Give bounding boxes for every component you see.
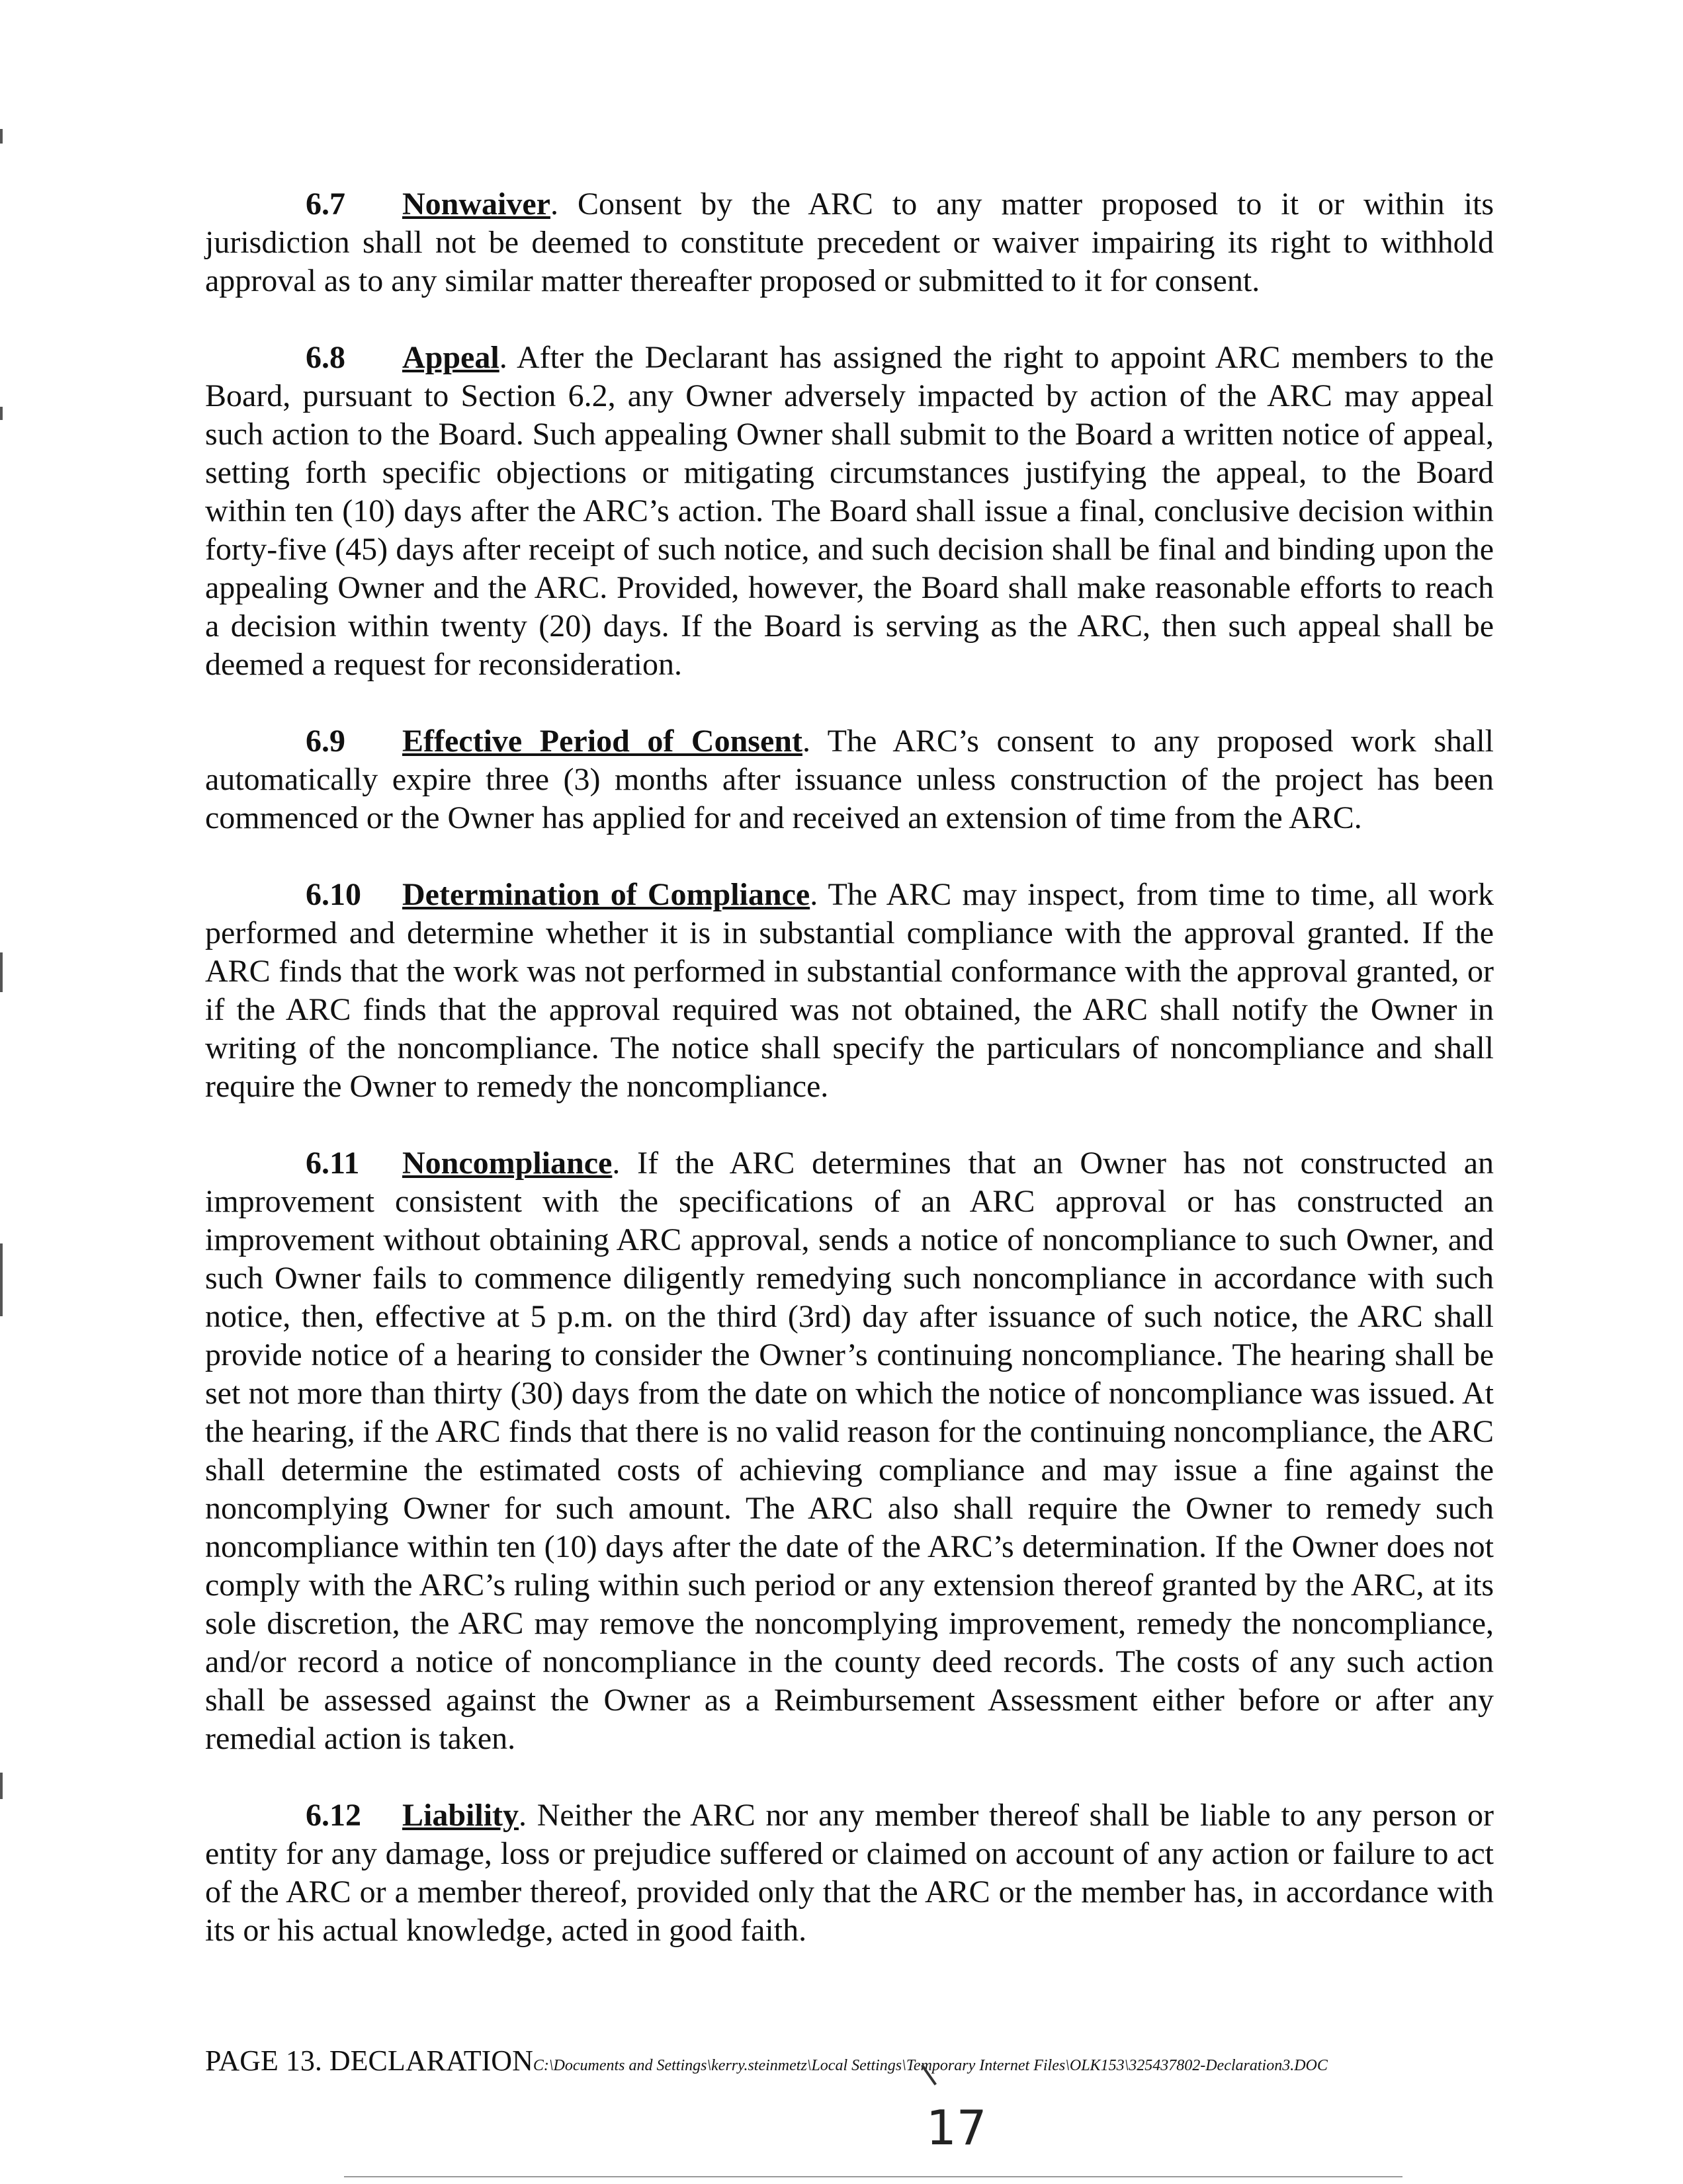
section-text: . The ARC’s consent to any proposed work shall automatically expire three (3) months after issuance unless construction of the project has been commenced or the Owner has applied for and received an extension of time from the ARC. bbox=[205, 724, 1494, 835]
scan-edge-mark bbox=[0, 129, 3, 144]
scan-edge-mark bbox=[0, 407, 3, 420]
section-title: Effective Period of Consent bbox=[402, 724, 802, 759]
page-footer bbox=[205, 2044, 1594, 2078]
section-title: Determination of Compliance bbox=[402, 877, 810, 912]
footer-file-path: C:\Documents and Settings\kerry.steinmetz\Local Settings\Temporary Internet Files\OLK153\325437802-Declaration3.DOC bbox=[533, 2057, 1328, 2074]
section-6-10 bbox=[205, 876, 1494, 1106]
section-text: . The ARC may inspect, from time to time, all work performed and determine whether it is in substantial compliance with the approval granted. If the ARC finds that the work was not performed in substantial conformance with the approval granted, or if the ARC finds that the approval required was not obtained, the ARC shall notify the Owner in writing of the noncompliance. The notice shall specify the particulars of noncompliance and shall require the Owner to remedy the noncompliance. bbox=[205, 877, 1494, 1104]
section-text: . After the Declarant has assigned the right to appoint ARC members to the Board, pursuant to Section 6.2, any Owner adversely impacted by action of the ARC may appeal such action to the Board. Such appealing Owner shall submit to the Board a written notice of appeal, setting forth specific objections or mitigating circumstances justifying the appeal, to the Board within ten (10) days after the ARC’s action. The Board shall issue a final, conclusive decision within forty-five (45) days after receipt of such notice, and such decision shall be final and binding upon the appealing Owner and the ARC. Provided, however, the Board shall make reasonable efforts to reach a decision within twenty (20) days. If the Board is serving as the ARC, then such appeal shall be deemed a request for reconsideration. bbox=[205, 340, 1494, 682]
section-6-11 bbox=[205, 1144, 1494, 1758]
section-6-7 bbox=[205, 185, 1494, 300]
document-body bbox=[205, 185, 1494, 1988]
section-title: Nonwaiver bbox=[402, 187, 550, 222]
section-title: Appeal bbox=[402, 340, 499, 375]
section-title: Noncompliance bbox=[402, 1146, 613, 1181]
bottom-edge-line bbox=[344, 2176, 1402, 2177]
section-6-8 bbox=[205, 339, 1494, 684]
section-text: . If the ARC determines that an Owner has not constructed an improvement consistent with the specifications of an ARC approval or has constructed an improvement without obtaining ARC approval, sends a notice of noncompliance to such Owner, and such Owner fails to commence diligently remedying such noncompliance in accordance with such notice, then, effective at 5 p.m. on the third (3rd) day after issuance of such notice, the ARC shall provide notice of a hearing to consider the Owner’s continuing noncompliance. The hearing shall be set not more than thirty (30) days from the date on which the notice of noncompliance was issued. At the hearing, if the ARC finds that there is no valid reason for the continuing noncompliance, the ARC shall determine the estimated costs of achieving compliance and may issue a fine against the noncomplying Owner for such amount. The ARC also shall require the Owner to remedy such noncompliance within ten (10) days after the date of the ARC’s determination. If the Owner does not comply with the ARC’s ruling within such period or any extension thereof granted by the ARC, at its sole discretion, the ARC may remove the noncomplying improvement, remedy the noncompliance, and/or record a notice of noncompliance in the county deed records. The costs of any such action shall be assessed against the Owner as a Reimbursement Assessment either before or after any remedial action is taken. bbox=[205, 1146, 1494, 1756]
footer-label: PAGE 13. DECLARATION bbox=[205, 2044, 533, 2077]
section-text: . Consent by the ARC to any matter proposed to it or within its jurisdiction shall not be deemed to constitute precedent or waiver impairing its right to withhold approval as to any similar matter thereafter proposed or submitted to it for consent. bbox=[205, 187, 1494, 298]
section-6-9 bbox=[205, 722, 1494, 837]
section-text: . Neither the ARC nor any member thereof shall be liable to any person or entity for any damage, loss or prejudice suffered or claimed on account of any action or failure to act of the ARC or a member thereof, provided only that the ARC or the member has, in accordance with its or his actual knowledge, acted in good faith. bbox=[205, 1798, 1494, 1948]
handwritten-page-number: 17 bbox=[926, 2100, 987, 2156]
scan-edge-mark bbox=[0, 1773, 3, 1799]
scan-edge-mark bbox=[0, 952, 3, 992]
section-number: 6.7 bbox=[306, 187, 345, 222]
section-title: Liability bbox=[402, 1798, 519, 1833]
section-number: 6.8 bbox=[306, 340, 345, 375]
section-number: 6.9 bbox=[306, 724, 345, 759]
section-number: 6.12 bbox=[306, 1798, 361, 1833]
section-number: 6.11 bbox=[306, 1146, 360, 1181]
section-6-12 bbox=[205, 1796, 1494, 1950]
section-number: 6.10 bbox=[306, 877, 361, 912]
scan-edge-mark bbox=[0, 1243, 3, 1316]
